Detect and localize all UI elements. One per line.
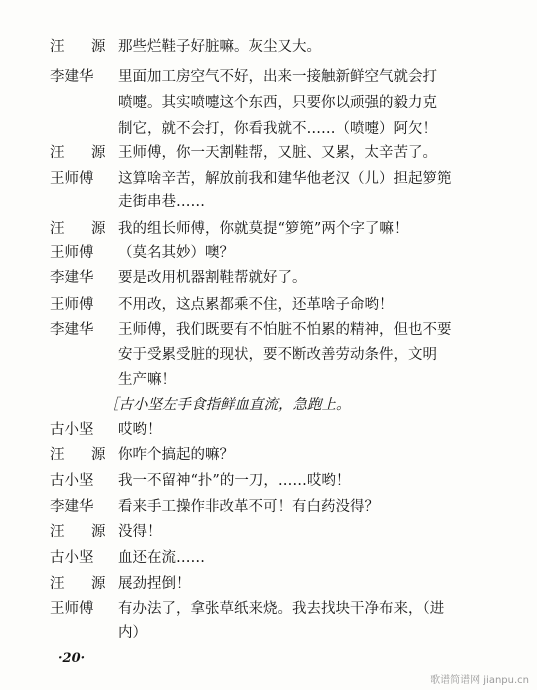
dialogue-line: 那些烂鞋子好脏嘛。灰尘又大。 bbox=[118, 39, 321, 55]
dialogue-line: 内） bbox=[118, 625, 147, 641]
speaker-name: 汪 源 bbox=[50, 221, 112, 237]
speaker-name: 王师傅 bbox=[50, 297, 94, 313]
dialogue-line: 看来手工操作非改革不可！有白药没得？ bbox=[118, 499, 379, 515]
speaker-name: 李建华 bbox=[50, 322, 94, 338]
speaker-name: 汪 源 bbox=[50, 447, 112, 463]
speaker-name: 古小坚 bbox=[50, 473, 94, 489]
dialogue-line: 我一不留神“扑”的一刀，……哎哟！ bbox=[118, 473, 351, 489]
page-number: ·20· bbox=[58, 651, 86, 666]
speaker-name: 古小坚 bbox=[50, 550, 94, 566]
dialogue-line: 里面加工房空气不好，出来一接触新鲜空气就会打 bbox=[118, 69, 437, 85]
speaker-name: 古小坚 bbox=[50, 422, 94, 438]
dialogue-line: 王师傅，我们既要有不怕脏不怕累的精神，但也不要 bbox=[118, 322, 452, 338]
speaker-name: 李建华 bbox=[50, 69, 94, 85]
speaker-name: 王师傅 bbox=[50, 171, 94, 187]
dialogue-line: 血还在流…… bbox=[118, 550, 205, 566]
dialogue-line: 没得！ bbox=[118, 524, 162, 540]
stage-direction: ［古小坚左手食指鲜血直流，急跑上。 bbox=[104, 397, 351, 413]
dialogue-line: 展劲捏倒！ bbox=[118, 576, 191, 592]
watermark: 歌谱简谱网 jianpu.cn bbox=[430, 675, 529, 686]
dialogue-line: 制它，就不会打，你看我就不……（喷嚏）阿欠！ bbox=[118, 121, 437, 137]
dialogue-line: 不用改，这点累都乘不住，还革啥子命哟！ bbox=[118, 297, 394, 313]
dialogue-line: 这算啥辛苦，解放前我和建华他老汉（儿）担起箩篼 bbox=[118, 171, 452, 187]
dialogue-line: 要是改用机器割鞋帮就好了。 bbox=[118, 270, 307, 286]
dialogue-line: 我的组长师傅，你就莫提“箩篼”两个字了嘛！ bbox=[118, 221, 409, 237]
speaker-name: 汪 源 bbox=[50, 39, 112, 55]
dialogue-line: 王师傅，你一天割鞋帮，又脏、又累，太辛苦了。 bbox=[118, 145, 437, 161]
dialogue-line: 喷嚏。其实喷嚏这个东西，只要你以顽强的毅力克 bbox=[118, 95, 437, 111]
dialogue-line: 安于受累受脏的现状，要不断改善劳动条件，文明 bbox=[118, 347, 437, 363]
speaker-name: 李建华 bbox=[50, 270, 94, 286]
dialogue-line: 有办法了，拿张草纸来烧。我去找块干净布来，（进 bbox=[118, 601, 445, 617]
speaker-name: 汪 源 bbox=[50, 145, 112, 161]
speaker-name: 王师傅 bbox=[50, 601, 94, 617]
stage-direction-inline: （莫名其妙）噢？ bbox=[118, 245, 234, 261]
speaker-name: 李建华 bbox=[50, 499, 94, 515]
dialogue-line: 走街串巷…… bbox=[118, 194, 205, 210]
dialogue-line: 生产嘛！ bbox=[118, 372, 176, 388]
speaker-name: 汪 源 bbox=[50, 576, 112, 592]
speaker-name: 王师傅 bbox=[50, 245, 94, 261]
dialogue-line: 哎哟！ bbox=[118, 422, 162, 438]
dialogue-line: 你咋个搞起的嘛？ bbox=[118, 447, 234, 463]
speaker-name: 汪 源 bbox=[50, 524, 112, 540]
